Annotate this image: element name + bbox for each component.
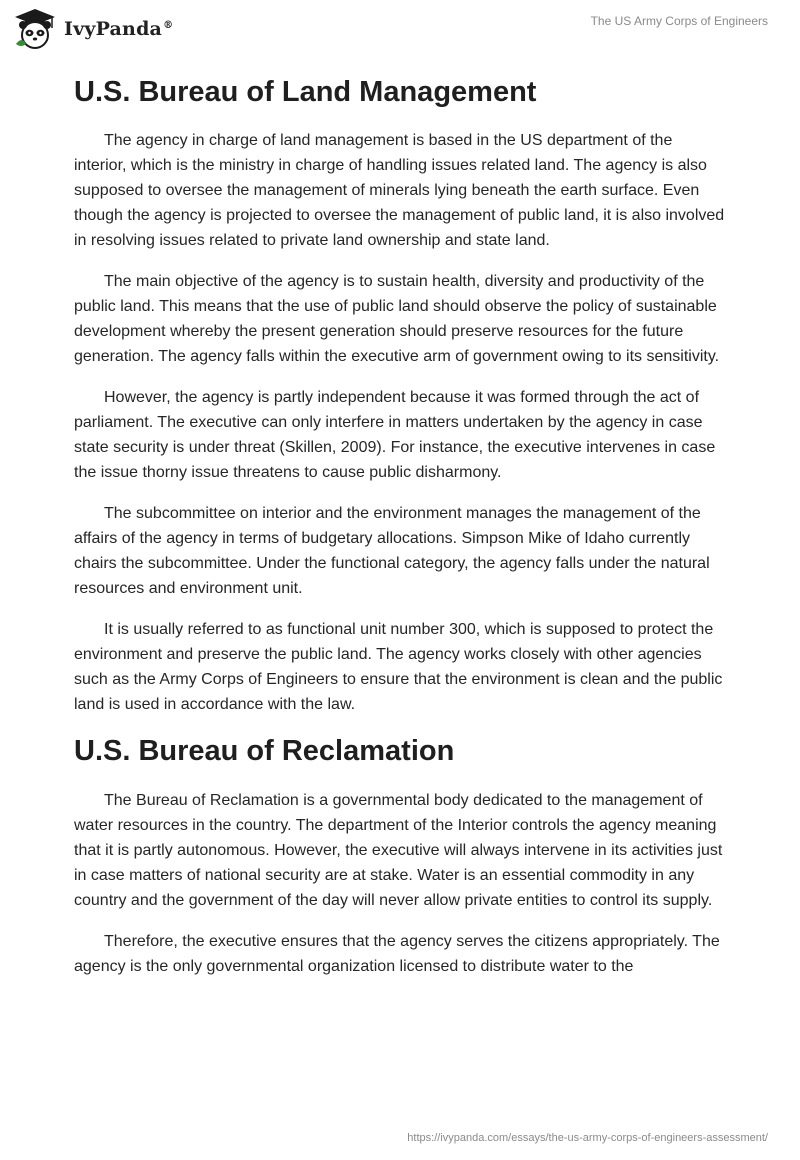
ivypanda-logo[interactable] [12, 6, 173, 52]
paragraph: The main objective of the agency is to sustain health, diversity and productivity of the public land. This means that the use of public land should observe the policy of sustainable development whereby the present generation should preserve resources for the future generation. The agency falls within the executive arm of government owing to its sensitivity. [74, 273, 720, 366]
paragraph: The subcommittee on interior and the environment manages the management of the affairs of the agency in terms of budgetary allocations. Simpson Mike of Idaho currently chairs the subcommittee. Under the functional category, the agency falls under the natural resources and environment unit. [74, 505, 710, 598]
page-header [0, 0, 800, 62]
section-heading-land-management: U.S. Bureau of Land Management [74, 76, 537, 108]
paragraph: The agency in charge of land management is based in the US department of the interior, which is the ministry in charge of handling issues related land. The agency is also supposed to oversee the management of minerals lying beneath the earth surface. Even though the agency is projected to oversee the management of public land, it is also involved in resolving issues related to private land ownership and state land. [74, 132, 725, 250]
paragraph: However, the agency is partly independent because it was formed through the act of parliament. The executive can only interfere in matters undertaken by the agency in case state security is under threat (Skillen, 2009). For instance, the executive intervenes in case the issue thorny issue threatens to cause public disharmony. [74, 389, 716, 482]
document-title: The US Army Corps of Engineers [590, 14, 768, 28]
essay-content [74, 70, 734, 995]
paragraph: The Bureau of Reclamation is a governmental body dedicated to the management of water resources in the country. The department of the Interior controls the agency meaning that it is partly autonomous. However, the executive will always intervene in its activities just in case matters of national security are at stake. Water is an essential commodity in any country and the government of the day will never allow private entities to control its supply. [74, 791, 723, 909]
panda-graduate-icon [12, 6, 58, 52]
paragraph: It is usually referred to as functional unit number 300, which is supposed to protect the environment and preserve the public land. The agency works closely with other agencies such as the Army Corps of Engineers to ensure that the environment is clean and the public land is used in accordance with the law. [74, 621, 723, 714]
paragraph: Therefore, the executive ensures that the agency serves the citizens appropriately. The agency is the only governmental organization licensed to distribute water to the [74, 932, 720, 975]
section-heading-reclamation: U.S. Bureau of Reclamation [74, 735, 455, 768]
source-url[interactable]: https://ivypanda.com/essays/the-us-army-corps-of-engineers-assessment/ [407, 1132, 768, 1144]
brand-name: IvyPanda® [64, 18, 174, 40]
